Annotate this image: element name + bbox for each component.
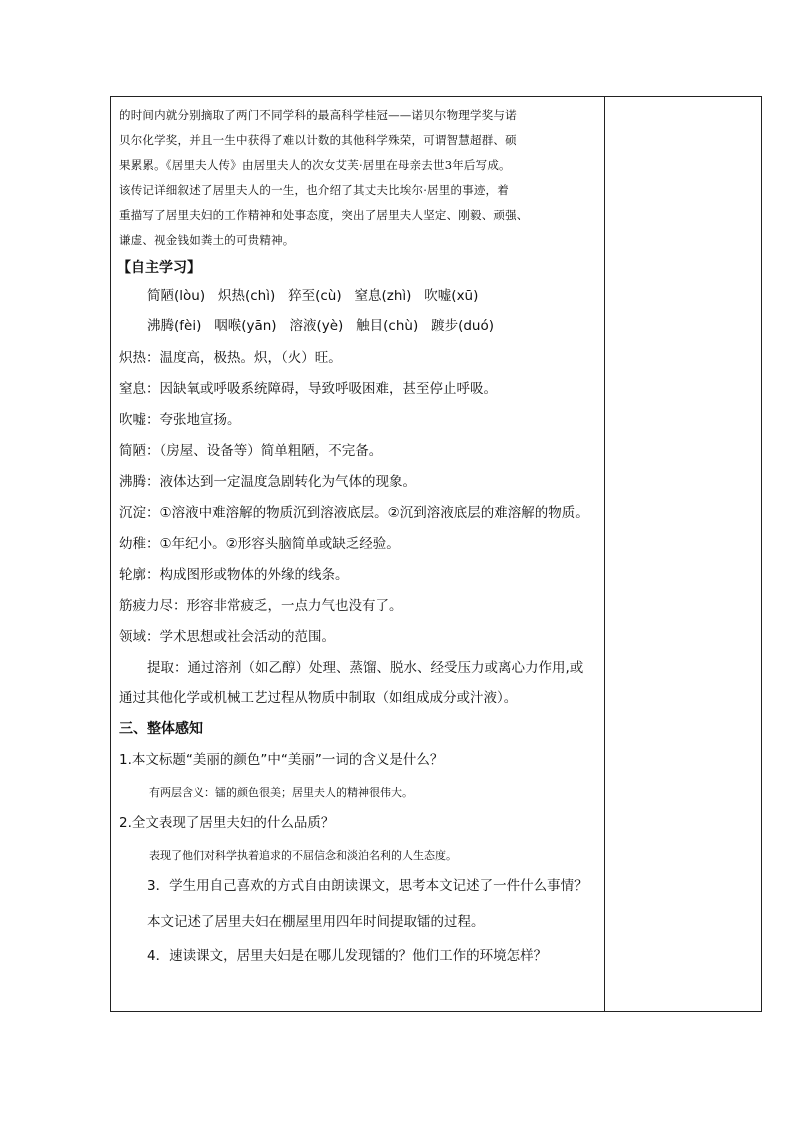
answer-3: 本文记述了居里夫妇在棚屋里用四年时间提取镭的过程。 xyxy=(147,914,485,930)
intro-line-5: 重描写了居里夫妇的工作精神和处事态度，突出了居里夫人坚定、刚毅、顽强、 xyxy=(119,208,529,222)
intro-line-2: 贝尔化学奖，并且一生中获得了难以计数的其他科学殊荣，可谓智慧超群、硕 xyxy=(119,133,517,147)
pinyin-line-2: 沸腾(fèi) 咽喉(yān) 溶液(yè) 触目(chù) 踱步(duó) xyxy=(147,318,495,334)
pinyin-line-1: 简陋(lòu) 炽热(chì) 猝至(cù) 窒息(zhì) 吹嘘(xū) xyxy=(147,288,479,304)
definition-1: 炽热：温度高，极热。炽，（火）旺。 xyxy=(119,350,342,366)
extract-definition-line-1: 提取：通过溶剂（如乙醇）处理、蒸馏、脱水、经受压力或离心力作用,或 xyxy=(147,660,584,676)
column-divider xyxy=(604,97,605,1011)
intro-line-1: 的时间内就分别摘取了两门不同学科的最高科学桂冠——诺贝尔物理学奖与诺 xyxy=(119,108,517,122)
question-1: 1.本文标题“美丽的颜色”中“美丽”一词的含义是什么？ xyxy=(119,752,444,768)
definition-7: 幼稚：①年纪小。②形容头脑简单或缺乏经验。 xyxy=(119,536,400,552)
question-3: 3．学生用自己喜欢的方式自由朗读课文，思考本文记述了一件什么事情？ xyxy=(147,878,588,894)
intro-line-3: 果累累。《居里夫人传》由居里夫人的次女艾芙·居里在母亲去世3年后写成。 xyxy=(119,158,511,172)
definition-9: 筋疲力尽：形容非常疲乏，一点力气也没有了。 xyxy=(119,598,403,614)
definition-2: 窒息：因缺氧或呼吸系统障碍，导致呼吸困难，甚至停止呼吸。 xyxy=(119,381,497,397)
self-study-heading: 【自主学习】 xyxy=(117,260,201,276)
definition-4: 简陋：（房屋、设备等）简单粗陋，不完备。 xyxy=(119,443,383,459)
intro-line-4: 该传记详细叙述了居里夫人的一生，也介绍了其丈夫比埃尔·居里的事迹，着 xyxy=(119,183,509,197)
answer-2: 表现了他们对科学执着追求的不屈信念和淡泊名利的人生态度。 xyxy=(149,849,457,862)
intro-line-6: 谦虚、视金钱如粪土的可贵精神。 xyxy=(119,233,295,247)
definition-5: 沸腾：液体达到一定温度急剧转化为气体的现象。 xyxy=(119,474,416,490)
definition-10: 领域：学术思想或社会活动的范围。 xyxy=(119,629,335,645)
lesson-table xyxy=(110,96,762,1012)
definition-8: 轮廓：构成图形或物体的外缘的线条。 xyxy=(119,567,349,583)
question-4: 4．速读课文，居里夫妇是在哪儿发现镭的？他们工作的环境怎样？ xyxy=(147,948,548,964)
definition-6: 沉淀：①溶液中难溶解的物质沉到溶液底层。②沉到溶液底层的难溶解的物质。 xyxy=(119,505,589,521)
definition-3: 吹嘘：夸张地宣扬。 xyxy=(119,412,241,428)
section3-heading: 三、整体感知 xyxy=(119,721,203,737)
extract-definition-line-2: 通过其他化学或机械工艺过程从物质中制取（如组成成分或汁液）。 xyxy=(119,690,518,706)
answer-1: 有两层含义：镭的颜色很美；居里夫人的精神很伟大。 xyxy=(149,786,413,799)
question-2: 2.全文表现了居里夫妇的什么品质？ xyxy=(119,815,335,831)
